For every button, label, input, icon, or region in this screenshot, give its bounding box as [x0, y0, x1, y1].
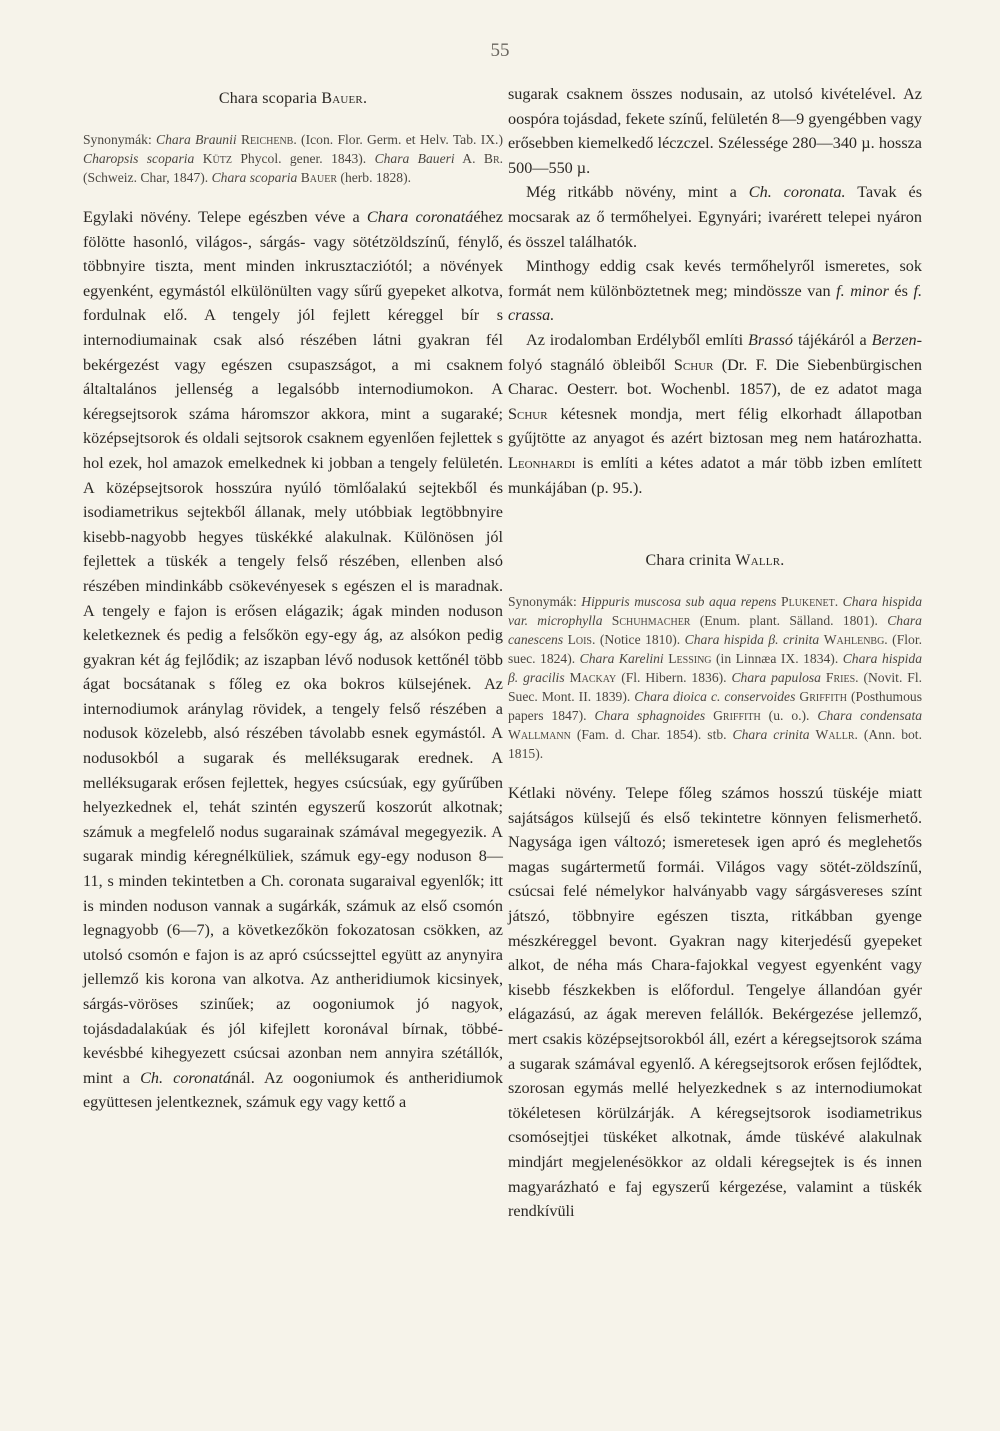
text-run: Még ritkább növény, mint a [526, 183, 749, 202]
description-text [508, 781, 922, 1224]
text-run: Minthogy eddig csak kevés termőhelyről ismeretes, sok formát nem különböztetnek meg; mindössze van [508, 257, 922, 300]
text-run [705, 708, 713, 723]
synonyms-block [508, 592, 922, 763]
paragraph [83, 205, 503, 1115]
text-run: Chara Karelini [579, 651, 664, 667]
text-run: Wahlenbg. [823, 632, 888, 648]
text-run: (herb. 1828). [337, 170, 412, 185]
text-run: is említi a kétes adatot a már több izben említett munkájában (p. 95.). [508, 453, 922, 497]
text-run: Griffith [799, 689, 847, 705]
text-run: (Flor. suec. 1824). [508, 632, 923, 667]
paragraph [508, 254, 922, 328]
text-run: Chara Braunii [156, 132, 237, 147]
text-run: Lessing [668, 651, 712, 667]
right-column [508, 82, 922, 1224]
left-column [83, 82, 503, 1115]
description-text [83, 205, 503, 1115]
text-run: Chara canescens [508, 613, 922, 648]
text-run: (u. o.). [760, 708, 818, 724]
synonyms-label: Synonymák: [508, 594, 577, 610]
text-run: Chara condensata [817, 708, 923, 724]
text-run: Charopsis scoparia [83, 151, 195, 166]
text-run: (Posthumous papers 1847). [508, 689, 922, 724]
text-run: (Schweiz. Char, 1847). [83, 170, 212, 185]
text-run: (Fam. d. Char. 1854). stb. [570, 727, 733, 743]
text-run: Kütz [202, 151, 232, 166]
text-run: f. minor [836, 281, 889, 300]
text-run: (Novit. Fl. Suec. Mont. II. 1839). [508, 670, 922, 705]
species-name: Chara scoparia [218, 90, 318, 107]
text-run: Hippuris muscosa sub aqua repens [581, 594, 777, 610]
text-run: A. [454, 151, 484, 166]
text-run: Mackay [569, 670, 617, 686]
text-run: (Dr. F. Die Siebenbürgischen Charac. Oesterr. bot. Wochenbl. 1857), de ez adatot maga [508, 355, 922, 399]
text-run: és [888, 281, 914, 300]
text-run: Chara coronatá [366, 208, 474, 226]
text-run: -folyó stagnáló öbleiből [508, 330, 922, 374]
text-run: Chara hispida β. crinita [684, 632, 820, 648]
text-run: Schuhmacher [611, 613, 691, 629]
synonyms-text [508, 594, 922, 761]
text-run: Chara hispida β. gracilis [508, 651, 922, 686]
text-run: Egylaki növény. Telepe egészben véve a [83, 208, 367, 226]
paragraph [508, 180, 922, 254]
text-run: Fries. [825, 670, 859, 686]
text-run: (Notice 1810). [595, 632, 685, 648]
text-run: Berzen [871, 330, 917, 349]
text-run: Ch. coronatá [140, 1068, 231, 1087]
text-run: sugarak csaknem összes nodusain, az utolsó kivételével. Az oospóra tojásdad, fekete színű, felületén 8—9 gyengébben vagy erősebben kiemelkedő léczczel. Szélessége 280—340 µ. hossza 500—550 µ. [508, 85, 922, 177]
text-run: Griffith [713, 708, 761, 724]
text-run: Chara Baueri [374, 151, 455, 166]
page-number: 55 [490, 40, 510, 61]
text-run: (Ann. bot. 1815). [508, 727, 922, 762]
text-run: Tavak és mocsarak az ő termőhelyei. Egynyári; ivarérett telepei nyáron és összel találhatók. [508, 183, 922, 251]
synonyms-block [83, 130, 503, 187]
text-run [603, 613, 612, 628]
text-run: Lois. [567, 632, 596, 648]
species-heading-chara-crinita [508, 552, 922, 570]
text-run: (Fl. Hibern. 1836). [616, 670, 732, 686]
text-run: Bauer [300, 170, 338, 185]
text-run: Schur [508, 404, 548, 423]
text-run: (Enum. plant. Sälland. 1801). [690, 613, 888, 629]
text-run: Chara papulosa [731, 670, 821, 686]
text-run: Chara crinita [732, 727, 810, 743]
text-run: kétesnek mondja, mert félig elkorhadt állapotban gyűjtötte az anyagot és azért biztosan meg nem határozhatta. [508, 404, 922, 448]
text-run: Brassó [748, 330, 794, 349]
text-run: Chara sphagnoides [594, 708, 706, 724]
text-run: Ch. coronata. [748, 183, 846, 202]
text-run: Kétlaki növény. Telepe főleg számos hosszú tüskéje miatt sajátságos külsejű és első tekintetre könnyen felismerhető. Nagysága igen változó; ismeretesek igen apró és meglehetős magas sugártermetű formái. Világos vagy sötét-zöldszínű, csúcsai felé némelykor halványabb vagy sárgásvereses színt játszó, többnyire egészen tiszta, ritkábban gyenge mészkéreggel bevont. Gyakran nagy kiterjedésű gyepeket alkot, de néha más Chara-fajokkal vegyest egyenként vagy kisebb fészkekben is előfordul. Tengelye állandóan gyér elágazású, az ágak mereven felállók. Bekérgezése jellemző, mert csakis középsejtsorokból áll, ezért a kéregsejtsorok száma a sugarak számával egyenlő. A kéregsejtsorok erősen fejlődtek, szorosan egymás mellé helyezkednek s az internodiumokat tökéletesen körülzárják. A kéregsejtsorok isodiametrikus csomósejtjei tüskéket alkotnak, ámde tüskévé alakulnak mindjárt megjelenésökkor az oldali kéregsejtek is és innen magyarázható e faj egyszerű kérgezése, valamint a tüskék rendkívüli [508, 784, 922, 1221]
species-name: Chara crinita [645, 552, 732, 570]
text-run: Wallmann [508, 727, 571, 743]
text-run: Az irodalomban Erdélyből említi [526, 330, 749, 349]
text-run: Chara dioica c. conservoides [634, 689, 796, 705]
text-run: nál. Az oogoniumok és antheridiumok együttesen jelentkeznek, számuk egy vagy kettő a [83, 1068, 503, 1112]
paragraph [508, 82, 922, 180]
text-run: f. crassa. [508, 281, 922, 325]
species-author: Wallr. [735, 552, 785, 570]
text-run: Chara scoparia [211, 170, 298, 185]
paragraph [508, 328, 922, 500]
text-run [194, 151, 202, 166]
text-run: Reichenb. [236, 132, 297, 147]
text-run: éhez fölötte hasonló, világos-, sárgás- vagy sötétzöldszínű, fénylő, többnyire tiszta, ment minden inkrusztacziótól; a növények egyenként, egymástól elkülönülten vagy sűrű gyepeket alkotva, fordulnak elő. A tengely jól fejlett kéreggel bír s internodiumainak csak alsó részében látni gyakran fél bekérgezést vagy egészen csupaszságot, a mi csaknem általtalános jellenség a legalsóbb internodiumokon. A kéregsejtsorok száma háromszor akkora, mint a sugaraké; középsejtsorok és oldali sejtsorok csaknem egyenlően fejlettek s hol ezek, hol amazok emelkednek ki jobban a tengely felületén. A középsejtsorok hosszúra nyúló tömlőalakú sejtekből és isodiametrikus sejtekből állanak, mely utóbbiak legtöbbnyire kisebb-nagyobb hegyes tüskékké alakulnak. Különösen jól fejlettek a tüskék a tengely felső részében, ellenben alsó részében mindinkább csökevényesek s egészen el is maradnak. A tengely e fajon is erősen elágazik; ágak minden noduson keletkeznek és pedig a felsőkön egy-egy ág, az alsókon pedig gyakran két ág fejlődik; az iszapban lévő nodusok kettőnél több ágat bocsátanak s főleg ez oka bokros külsejének. Az internodiumok aránylag rövidek, a tengely felső részében a nodusok közelebb, alsó részében távolabb esnek egymástól. A nodusokból a sugarak és melléksugarak erednek. A melléksugarak erősen fejlettek, hegyes csúcsúak, egy gyűrűben helyezkednek el, tehát szintén egyszerű koszorút alkotnak; számuk a megfelelő nodus sugarainak számával megegyezik. A sugarak mindig kéregnélküliek, számuk egy-egy noduson 8—11, s minden tekintetben a Ch. coronata sugaraival egyenlők; itt is minden noduson vannak a sugárkák, számuk az első csomón legnagyobb (6—7), a következőkön fokozatosan csökken, az utolsó csomón e fajon is az apró csúcssejttel együtt az anynyira jellemző kis korona van alkotva. Az antheridiumok kicsinyek, sárgás-vöröses szinűek; az oogoniumok jó nagyok, tojásdadalakúak és jól kifejlett koronával bírnak, többé-kevésbbé kihegyezett csúcsai azonban nem annyira szétállók, mint a [83, 208, 503, 1087]
text-run: Plukenet. [781, 594, 839, 610]
text-run: (in Linnæa IX. 1834). [711, 651, 843, 667]
text-run: Leonhardi [508, 453, 576, 472]
text-run: (Icon. Flor. Germ. et Helv. Tab. IX.) [296, 132, 503, 147]
text-run: Chara hispida var. microphylla [508, 594, 923, 629]
species-heading-chara-scoparia [83, 90, 503, 108]
text-run: Br. [483, 151, 504, 166]
species-author: Bauer. [321, 90, 368, 107]
synonyms-label: Synonymák: [83, 132, 152, 147]
text-run: tájékáról a [793, 330, 872, 349]
paragraph [508, 781, 922, 1224]
text-run: Schur [673, 355, 714, 374]
text-run: Phycol. gener. 1843). [231, 151, 375, 166]
description-continued [508, 82, 922, 500]
text-run: Wallr. [815, 727, 858, 743]
